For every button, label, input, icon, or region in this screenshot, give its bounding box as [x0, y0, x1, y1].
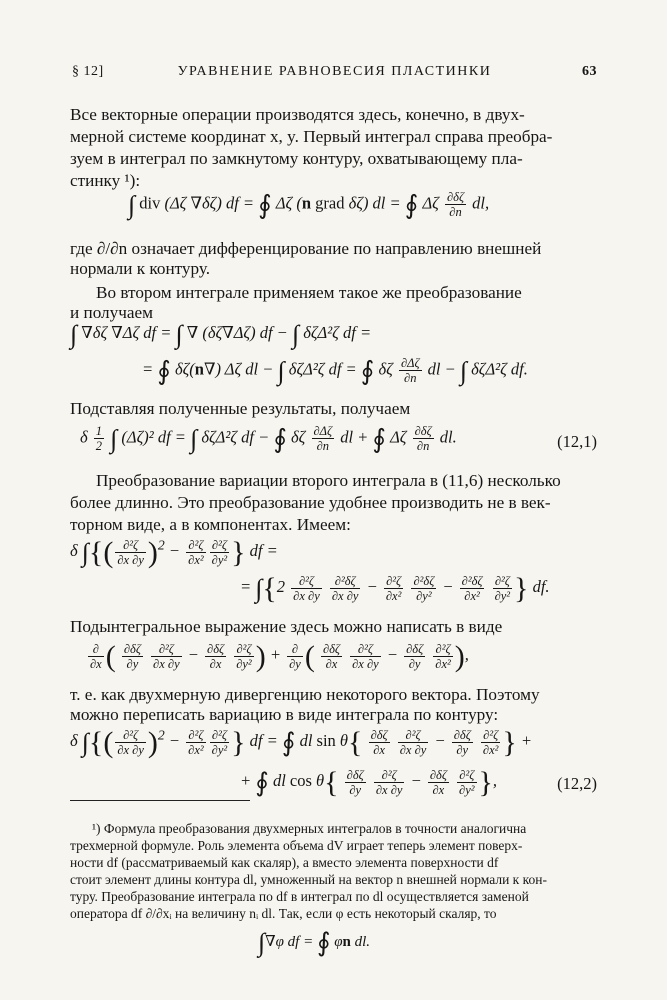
text-line: т. е. как двухмерную дивергенцию некоторого вектора. Поэтому	[70, 685, 540, 704]
running-title: УРАВНЕНИЕ РАВНОВЕСИЯ ПЛАСТИНКИ	[177, 64, 492, 79]
equation-variation-line1: δ ∫{( $\frac{\text{∂²ζ}}{\partial x \partial y}$ )$^2$ − $\frac{\text{∂²ζ}}{\text{∂x²}}$ $\frac{\text{∂²ζ}}{\text{∂y²}}$ } df =	[70, 536, 278, 569]
text-line: можно переписать вариацию в виде интеграла по контуру:	[70, 705, 499, 724]
text-line: мерной системе координат x, y. Первый интеграл справа преобра-	[70, 127, 553, 146]
text-line: Все векторные операции производятся здесь, конечно, в двух-	[70, 105, 525, 124]
footnote-line: оператора df ∂/∂xᵢ на величину nᵢ dl. Так, если φ есть некоторый скаляр, то	[70, 906, 497, 921]
equation-contour-line2: + ∮ dl cos θ{ $\frac{\partial\delta\zeta}{\partial y}$ $\frac{\text{∂²ζ}}{\partial x \partial y}$ − $\frac{\partial\delta\zeta}{\partial x}$ $\frac{\text{∂²ζ}}{\text{∂y²}}$ },	[240, 766, 498, 799]
equation-footnote-scalar: ∫∇φ df = ∮ φn dl.	[258, 928, 371, 957]
section-number: § 12]	[72, 64, 104, 79]
footnote-divider	[70, 800, 250, 801]
equation-12-1: δ $\frac{1}{2}$ ∫ (Δζ)² df = ∫ δζΔ²ζ df − ∮ δζ $\frac{\partial\Delta\zeta}{\partial n}$ dl + ∮ Δζ $\frac{\partial\delta\zeta}{\partial n}$ dl.	[80, 424, 457, 454]
footnote-line: ¹) Формула преобразования двухмерных интегралов в точности аналогична	[92, 821, 527, 836]
equation-second-integral-line1: ∫ ∇δζ ∇Δζ df = ∫ ∇ (δζ∇Δζ) df − ∫ δζΔ²ζ df =	[70, 320, 372, 349]
text-line: стинку ¹):	[70, 171, 141, 190]
text-line: где ∂/∂n означает дифференцирование по направлению внешней	[70, 239, 542, 258]
equation-divergence: ∫ div (Δζ ∇δζ) df = ∮ Δζ (n grad δζ) dl = ∮ Δζ $\frac{\partial\delta\zeta}{\partial n}$ dl,	[128, 190, 490, 220]
text-line: более длинно. Это преобразование удобнее производить не в век-	[70, 493, 551, 512]
text-line: и получаем	[70, 303, 154, 322]
equation-number: (12,2)	[557, 774, 597, 793]
footnote-line: ности df (рассматриваемый как скаляр), а вместо элемента поверхности df	[70, 855, 499, 870]
equation-second-integral-line2: = ∮ δζ(n∇) Δζ dl − ∫ δζΔ²ζ df = ∮ δζ $\frac{\partial\Delta\zeta}{\partial n}$ dl − ∫ δζΔ²ζ df.	[142, 356, 528, 386]
equation-contour-line1: δ ∫{( $\frac{\text{∂²ζ}}{\partial x \partial y}$ )$^2$ − $\frac{\text{∂²ζ}}{\text{∂x²}}$ $\frac{\text{∂²ζ}}{\text{∂y²}}$ } df = ∮ dl sin θ{ $\frac{\partial\delta\zeta}{\partial x}$ $\frac{\text{∂²ζ}}{\partial x \partial y}$ − $\frac{\partial\delta\zeta}{\partial y}$ $\frac{\text{∂²ζ}}{\text{∂x²}}$ } +	[70, 726, 533, 759]
text-line: Подставляя полученные результаты, получаем	[70, 399, 411, 418]
text-line: Преобразование вариации второго интеграла в (11,6) несколько	[96, 471, 561, 490]
footnote-line: туру. Преобразование интеграла по df в интеграл по dl осуществляется заменой	[70, 889, 529, 904]
text-line: Во втором интеграле применяем такое же преобразование	[96, 283, 522, 302]
equation-integrand: $\frac{\partial}{\partial x}$ ( $\frac{\partial\delta\zeta}{\partial y}$ $\frac{\text{∂²ζ}}{\partial x \partial y}$ − $\frac{\partial\delta\zeta}{\partial x}$ $\frac{\text{∂²ζ}}{\text{∂y²}}$ ) + $\frac{\partial}{\partial y}$ ( $\frac{\partial\delta\zeta}{\partial x}$ $\frac{\text{∂²ζ}}{\partial x \partial y}$ − $\frac{\partial\delta\zeta}{\partial y}$ $\frac{\text{∂²ζ}}{\text{∂x²}}$ ),	[90, 640, 469, 673]
text-line: торном виде, а в компонентах. Имеем:	[70, 515, 351, 534]
footnote-line: стоит элемент длины контура dl, умноженный на вектор n внешней нормали к кон-	[70, 872, 547, 887]
text-line: зуем в интеграл по замкнутому контуру, охватывающему пла-	[70, 149, 523, 168]
page-number: 63	[582, 64, 597, 79]
equation-number: (12,1)	[557, 432, 597, 451]
footnote-line: трехмерной формуле. Роль элемента объема dV играет теперь элемент поверх-	[70, 838, 523, 853]
running-header	[72, 64, 597, 84]
text-line: Подынтегральное выражение здесь можно написать в виде	[70, 617, 503, 636]
equation-variation-line2: = ∫{2 $\frac{\text{∂²ζ}}{\partial x \partial y}$ $\frac{\text{∂²δζ}}{\partial x \partial y}$ − $\frac{\text{∂²ζ}}{\text{∂x²}}$ $\frac{\text{∂²δζ}}{\text{∂y²}}$ − $\frac{\text{∂²δζ}}{\text{∂x²}}$ $\frac{\text{∂²ζ}}{\text{∂y²}}$ } df.	[240, 572, 550, 605]
text-line: нормали к контуру.	[70, 259, 211, 278]
